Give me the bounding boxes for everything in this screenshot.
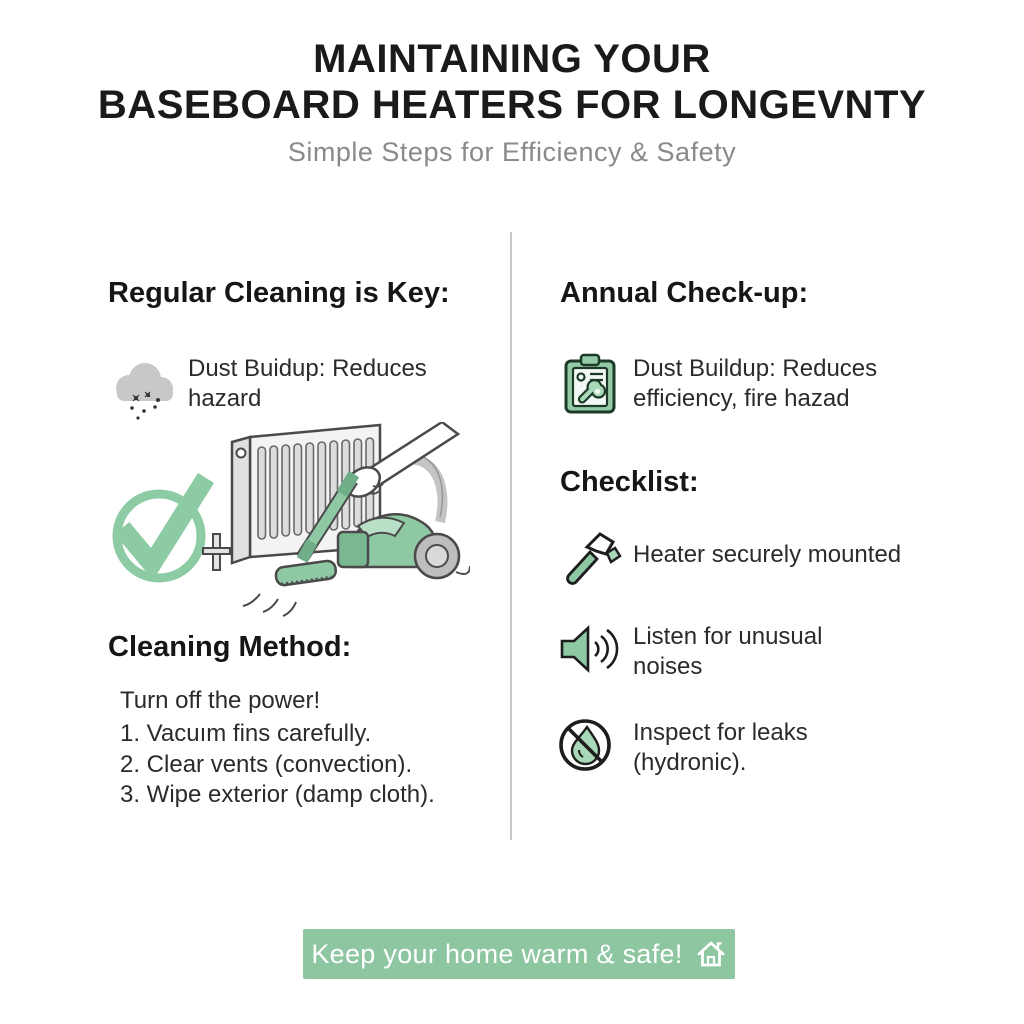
left-dust-item-text: Dust Buidup: Reduces hazard <box>188 355 427 412</box>
right-column-heading: Annual Check-up: <box>560 277 809 309</box>
cleaning-step: 1. Vacuım fins carefully. <box>120 720 372 747</box>
vacuum-brush-head <box>275 560 337 586</box>
checklist-item-text: Heater securely mounted <box>633 541 902 568</box>
speaker-icon <box>557 623 619 675</box>
cleaning-steps <box>120 719 435 811</box>
cleaning-method-heading: Cleaning Method: <box>108 631 352 663</box>
cleaning-intro: Turn off the power! <box>120 687 321 714</box>
page-title-line1: MAINTAINING YOUR <box>313 37 711 81</box>
right-dust-item-text: Dust Buildup: Reduces efficiency, fire hazad <box>633 355 878 412</box>
bracket <box>203 534 230 570</box>
page-title-line2: BASEBOARD HEATERS FOR LONGEVNTY <box>97 83 927 127</box>
page-subtitle: Simple Steps for Efficiency & Safety <box>287 137 737 167</box>
column-divider <box>510 232 512 840</box>
check-circle-icon <box>117 478 206 578</box>
clipboard-wrench-icon <box>561 352 619 416</box>
footer-banner <box>303 929 735 979</box>
checklist-heading: Checklist: <box>560 466 699 498</box>
motion-lines <box>243 594 296 616</box>
vacuum-cleaning-baseboard-heater-illustration <box>90 422 470 622</box>
checklist-item-text: Inspect for leaks (hydronic). <box>633 719 808 776</box>
footer-banner-text: Keep your home warm & safe! <box>311 938 683 969</box>
dust-cloud-icon <box>103 348 188 433</box>
cleaning-step: 3. Wipe exterior (damp cloth). <box>120 781 435 808</box>
home-icon <box>695 938 727 970</box>
left-column-heading: Regular Cleaning is Key: <box>108 277 450 309</box>
cleaning-step: 2. Clear vents (convection). <box>120 750 413 778</box>
no-leak-icon <box>556 716 614 774</box>
hammer-icon <box>560 527 622 589</box>
checklist-item-text: Listen for unusual noises <box>633 623 823 680</box>
page-title <box>0 36 1024 128</box>
